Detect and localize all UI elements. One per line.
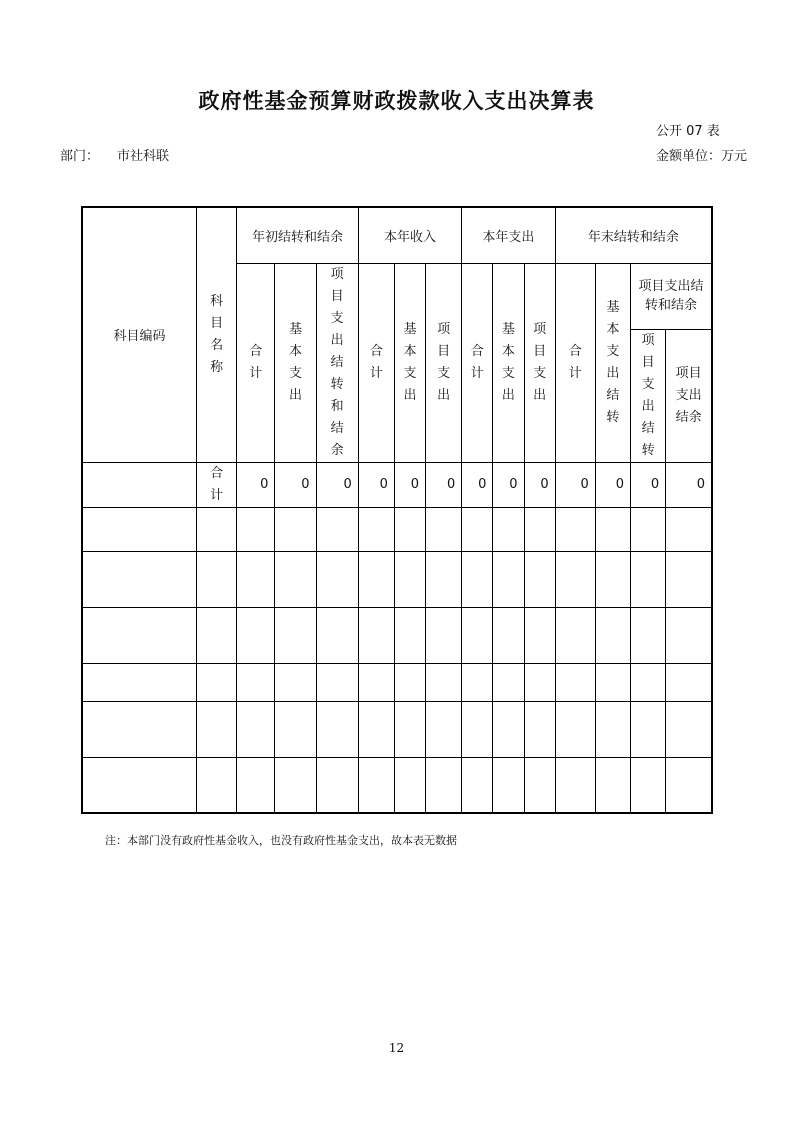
cell-value: 0 — [555, 462, 595, 507]
cell-value: 0 — [394, 462, 425, 507]
cell-value: 0 — [426, 462, 462, 507]
header-expense: 本年支出 — [462, 207, 555, 263]
header-end-project-balance: 项目支出结余 — [666, 329, 712, 462]
cell-value: 0 — [237, 462, 275, 507]
amount-unit: 金额单位：万元 — [656, 149, 748, 164]
header-expense-total: 合计 — [462, 263, 493, 462]
cell-value: 0 — [524, 462, 555, 507]
header-begin-balance: 年初结转和结余 — [237, 207, 359, 263]
table-row — [82, 757, 712, 813]
table-row-total — [82, 462, 712, 507]
fund-table — [81, 206, 713, 814]
header-expense-project: 项目支出 — [524, 263, 555, 462]
header-code: 科目编码 — [82, 207, 197, 462]
cell-value: 0 — [316, 462, 358, 507]
cell-value: 0 — [630, 462, 665, 507]
department-label: 部门： — [60, 149, 100, 164]
table-row — [82, 607, 712, 663]
header-income-total: 合计 — [358, 263, 394, 462]
cell-value: 0 — [358, 462, 394, 507]
cell-name: 合计 — [197, 462, 237, 507]
header-income-basic: 基本支出 — [394, 263, 425, 462]
cell-code — [82, 462, 197, 507]
table-row — [82, 551, 712, 607]
header-begin-total: 合计 — [237, 263, 275, 462]
header-expense-basic: 基本支出 — [493, 263, 524, 462]
header-end-total: 合计 — [555, 263, 595, 462]
header-income: 本年收入 — [358, 207, 461, 263]
header-end-basic: 基本支出结转 — [595, 263, 630, 462]
cell-value: 0 — [462, 462, 493, 507]
cell-value: 0 — [493, 462, 524, 507]
footnote: 注：本部门没有政府性基金收入，也没有政府性基金支出，故本表无数据 — [105, 834, 457, 847]
header-begin-project: 项目支出结转和结余 — [316, 263, 358, 462]
page-number: 12 — [388, 1041, 405, 1055]
header-begin-basic: 基本支出 — [275, 263, 316, 462]
cell-value: 0 — [595, 462, 630, 507]
header-end-project-group: 项目支出结转和结余 — [630, 263, 712, 329]
table-row — [82, 701, 712, 757]
header-end-balance: 年末结转和结余 — [555, 207, 712, 263]
header-end-project-carry: 项目支出结转 — [630, 329, 665, 462]
header-name: 科目名称 — [197, 207, 237, 462]
sheet-number: 公开 07 表 — [656, 124, 720, 139]
department-value: 市社科联 — [117, 149, 170, 164]
header-income-project: 项目支出 — [426, 263, 462, 462]
table-row — [82, 507, 712, 551]
cell-value: 0 — [666, 462, 712, 507]
page-title: 政府性基金预算财政拨款收入支出决算表 — [198, 89, 595, 113]
cell-value: 0 — [275, 462, 316, 507]
table-row — [82, 663, 712, 701]
